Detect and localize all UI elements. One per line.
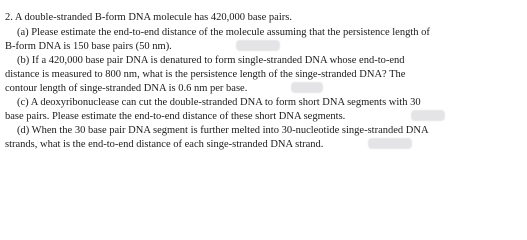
redaction-mark-b xyxy=(291,82,323,93)
redaction-mark-d xyxy=(368,138,412,149)
part-c-line-2: base pairs. Please estimate the end-to-end distance of these short DNA segments. xyxy=(5,111,346,122)
part-d-line-2: strands, what is the end-to-end distance of each singe-stranded DNA strand. xyxy=(5,139,324,150)
part-b-line-1: (b) If a 420,000 base pair DNA is denatured to form single-stranded DNA whose end-to-end xyxy=(17,55,405,66)
part-b-line-2: distance is measured to 800 nm, what is the persistence length of the singe-stranded DNA? The xyxy=(5,69,406,80)
part-d-line-1: (d) When the 30 base pair DNA segment is further melted into 30-nucleotide singe-stranded DNA xyxy=(17,125,429,136)
part-c-line-1: (c) A deoxyribonuclease can cut the double-stranded DNA to form short DNA segments with 30 xyxy=(17,97,421,108)
question-heading: 2. A double-stranded B-form DNA molecule has 420,000 base pairs. xyxy=(5,12,292,23)
part-a-line-1: (a) Please estimate the end-to-end distance of the molecule assuming that the persistence length of xyxy=(17,27,430,38)
redaction-mark-c xyxy=(411,110,445,121)
part-b-line-3: contour length of singe-stranded DNA is 0.6 nm per base. xyxy=(5,83,248,94)
redaction-mark-a xyxy=(236,40,280,51)
part-a-line-2: B-form DNA is 150 base pairs (50 nm). xyxy=(5,41,172,52)
